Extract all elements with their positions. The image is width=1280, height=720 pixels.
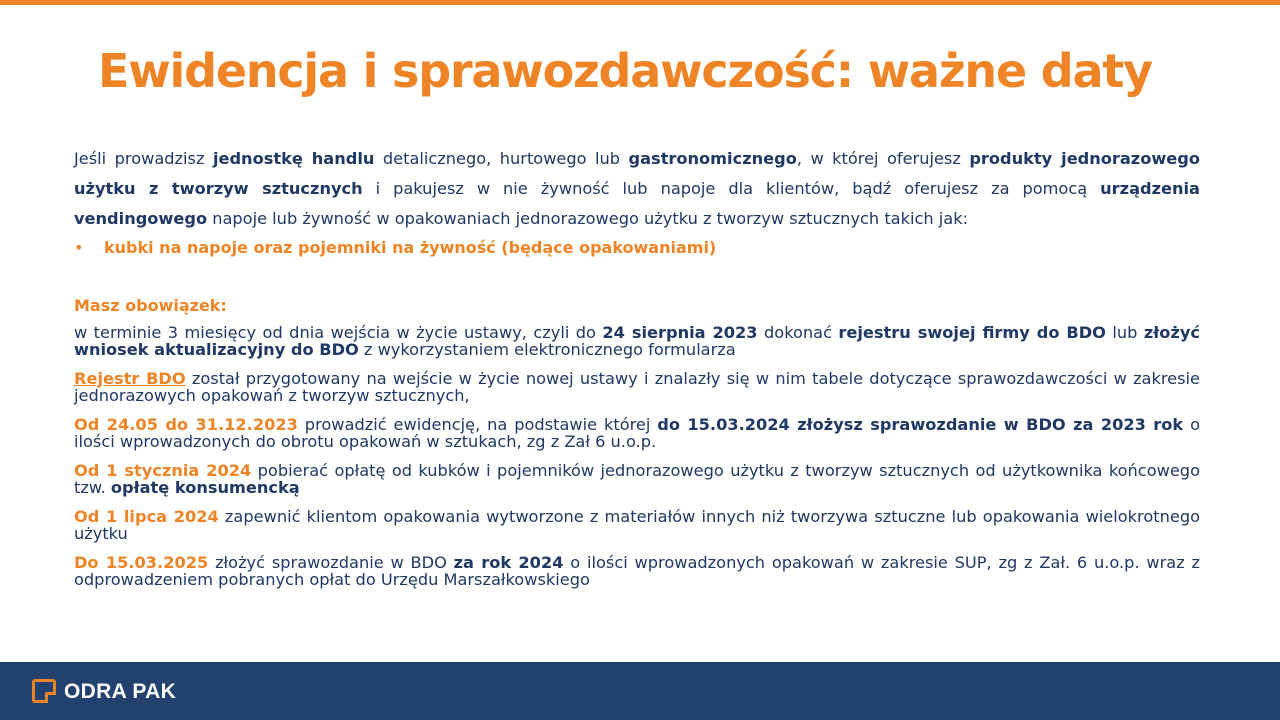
rejestr-bdo-link[interactable]: Rejestr BDO — [74, 369, 186, 388]
para-bold: opłatę konsumencką — [110, 478, 300, 497]
para-bold: 24 sierpnia 2023 — [602, 323, 758, 342]
obligation-paragraph — [74, 554, 1200, 588]
date-highlight: Do 15.03.2025 — [74, 553, 209, 572]
intro-bold: jednostkę handlu — [212, 149, 375, 168]
bullet-text: kubki na napoje oraz pojemniki na żywność (będące opakowaniami) — [104, 238, 717, 257]
para-text: o ilości wprowadzonych do obrotu opakowań w sztukach, zg z Zał 6 u.o.p. — [74, 415, 1200, 451]
duty-heading: Masz obowiązek: — [74, 296, 227, 315]
para-bold: rejestru swojej firmy do BDO — [838, 323, 1106, 342]
para-text: w terminie 3 miesięcy od dnia wejścia w życie ustawy, czyli do — [74, 323, 603, 342]
date-highlight: Od 1 lipca 2024 — [74, 507, 219, 526]
intro-text: i pakujesz w nie żywność lub napoje dla klientów, bądź oferujesz za pomocą — [362, 179, 1101, 198]
para-text: zapewnić klientom opakowania wytworzone z materiałów innych niż tworzywa sztuczne lub opakowania wielokrotnego użytku — [74, 507, 1200, 543]
odra-pak-logo-icon — [32, 679, 56, 703]
para-text: z wykorzystaniem elektronicznego formularza — [358, 340, 736, 359]
date-highlight: Od 24.05 do 31.12.2023 — [74, 415, 298, 434]
para-bold: za rok 2024 — [453, 553, 564, 572]
intro-text: , w której oferujesz — [796, 149, 970, 168]
obligation-paragraph — [74, 416, 1200, 450]
page-title: Ewidencja i sprawozdawczość: ważne daty — [98, 44, 1152, 98]
top-accent-bar — [0, 0, 1280, 5]
footer-bar — [0, 662, 1280, 720]
footer-logo-text: ODRA PAK — [64, 680, 177, 703]
para-text: złożyć sprawozdanie w BDO — [208, 553, 454, 572]
para-bold: do 15.03.2024 złożysz sprawozdanie w BDO za 2023 rok — [657, 415, 1184, 434]
bullet-icon: • — [74, 238, 84, 257]
intro-bold: urządzenia vendingowego — [74, 179, 1200, 228]
para-text: pobierać opłatę od kubków i pojemników jednorazowego użytku z tworzyw sztucznych od użytkownika końcowego tzw. — [74, 461, 1200, 497]
para-text: został przygotowany na wejście w życie nowej ustawy i znalazły się w nim tabele dotyczące sprawozdawczości w zakresie jednorazowych opakowań z tworzyw sztucznych, — [74, 369, 1201, 405]
intro-text: Jeśli prowadzisz — [74, 149, 213, 168]
para-text: lub — [1105, 323, 1144, 342]
intro-text: napoje lub żywność w opakowaniach jednorazowego użytku z tworzyw sztucznych takich jak: — [207, 209, 969, 228]
para-text: prowadzić ewidencję, na podstawie której — [297, 415, 658, 434]
intro-bold: gastronomicznego — [628, 149, 797, 168]
obligation-paragraph — [74, 324, 1200, 358]
intro-paragraph — [74, 144, 1200, 234]
date-highlight: Od 1 stycznia 2024 — [74, 461, 252, 480]
obligation-paragraph — [74, 462, 1200, 496]
intro-text: detalicznego, hurtowego lub — [374, 149, 629, 168]
para-text: o ilości wprowadzonych opakowań w zakresie SUP, zg z Zał. 6 u.o.p. wraz z odprowadzeniem pobranych opłat do Urzędu Marszałkowskiego — [74, 553, 1201, 589]
slide-content — [74, 144, 1200, 588]
obligation-paragraph — [74, 370, 1200, 404]
para-text: dokonać — [757, 323, 839, 342]
obligation-paragraph — [74, 508, 1200, 542]
para-bold: złożyć wniosek aktualizacyjny do BDO — [74, 323, 1200, 359]
intro-bold: produkty jednorazowego użytku z tworzyw sztucznych — [74, 149, 1200, 198]
bullet-item — [74, 236, 1200, 260]
